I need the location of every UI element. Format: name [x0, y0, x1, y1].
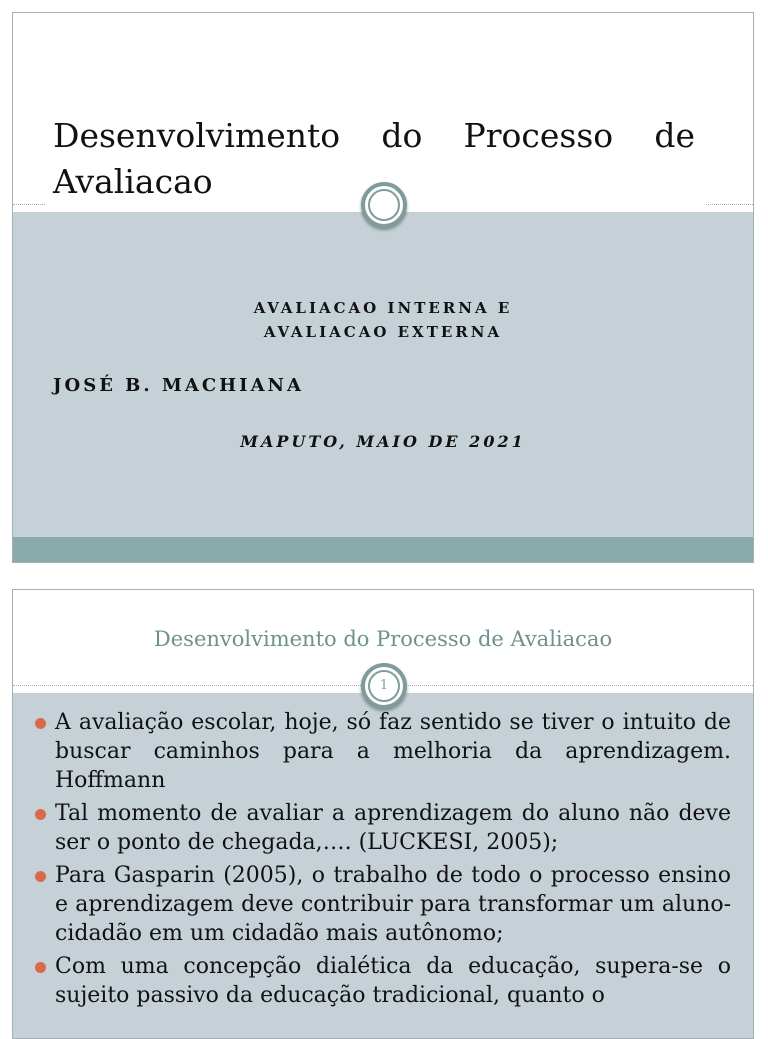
subtitle-line-2: AVALIACAO EXTERNA — [263, 323, 503, 341]
author-name: JOSÉ B. MACHIANA — [53, 375, 304, 396]
bullet-list — [33, 708, 731, 1014]
bullet-text: Para Gasparin (2005), o trabalho de todo o processo ensino e aprendizagem deve contribuir para transformar um aluno-cidadão em um cidadão mais autônomo; — [55, 863, 731, 946]
circle-marker — [361, 182, 407, 228]
bullet-text: Com uma concepção dialética da educação, supera-se o sujeito passivo da educação tradicional, quanto o — [55, 954, 731, 1008]
slide-title: Desenvolvimento do Processo de Avaliacao — [153, 627, 613, 651]
bullet-item — [33, 861, 731, 948]
bullet-dot-icon — [35, 962, 46, 973]
slide-title: Desenvolvimento do Processo de Avaliacao — [53, 116, 695, 201]
subtitle — [13, 296, 753, 344]
content-slide — [12, 589, 754, 1039]
divider-right — [706, 204, 754, 205]
bullet-text: Tal momento de avaliar a aprendizagem do aluno não deve ser o ponto de chegada,…. (LUCKESI, 2005); — [55, 801, 731, 855]
subtitle-line-1: AVALIACAO INTERNA E — [253, 299, 513, 317]
footer-bar — [13, 537, 753, 563]
divider-left — [13, 204, 45, 205]
bullet-dot-icon — [35, 718, 46, 729]
bullet-item — [33, 708, 731, 795]
circle-marker-inner — [368, 189, 400, 221]
slide-number-marker — [361, 663, 407, 709]
bullet-dot-icon — [35, 871, 46, 882]
slide-number: 1 — [368, 670, 400, 702]
bullet-item — [33, 799, 731, 857]
bullet-text: A avaliação escolar, hoje, só faz sentido se tiver o intuito de buscar caminhos para a melhoria da aprendizagem. Hoffmann — [55, 710, 731, 793]
bullet-dot-icon — [35, 809, 46, 820]
bullet-item — [33, 952, 731, 1010]
title-slide — [12, 12, 754, 563]
place-date: MAPUTO, MAIO DE 2021 — [240, 432, 526, 451]
